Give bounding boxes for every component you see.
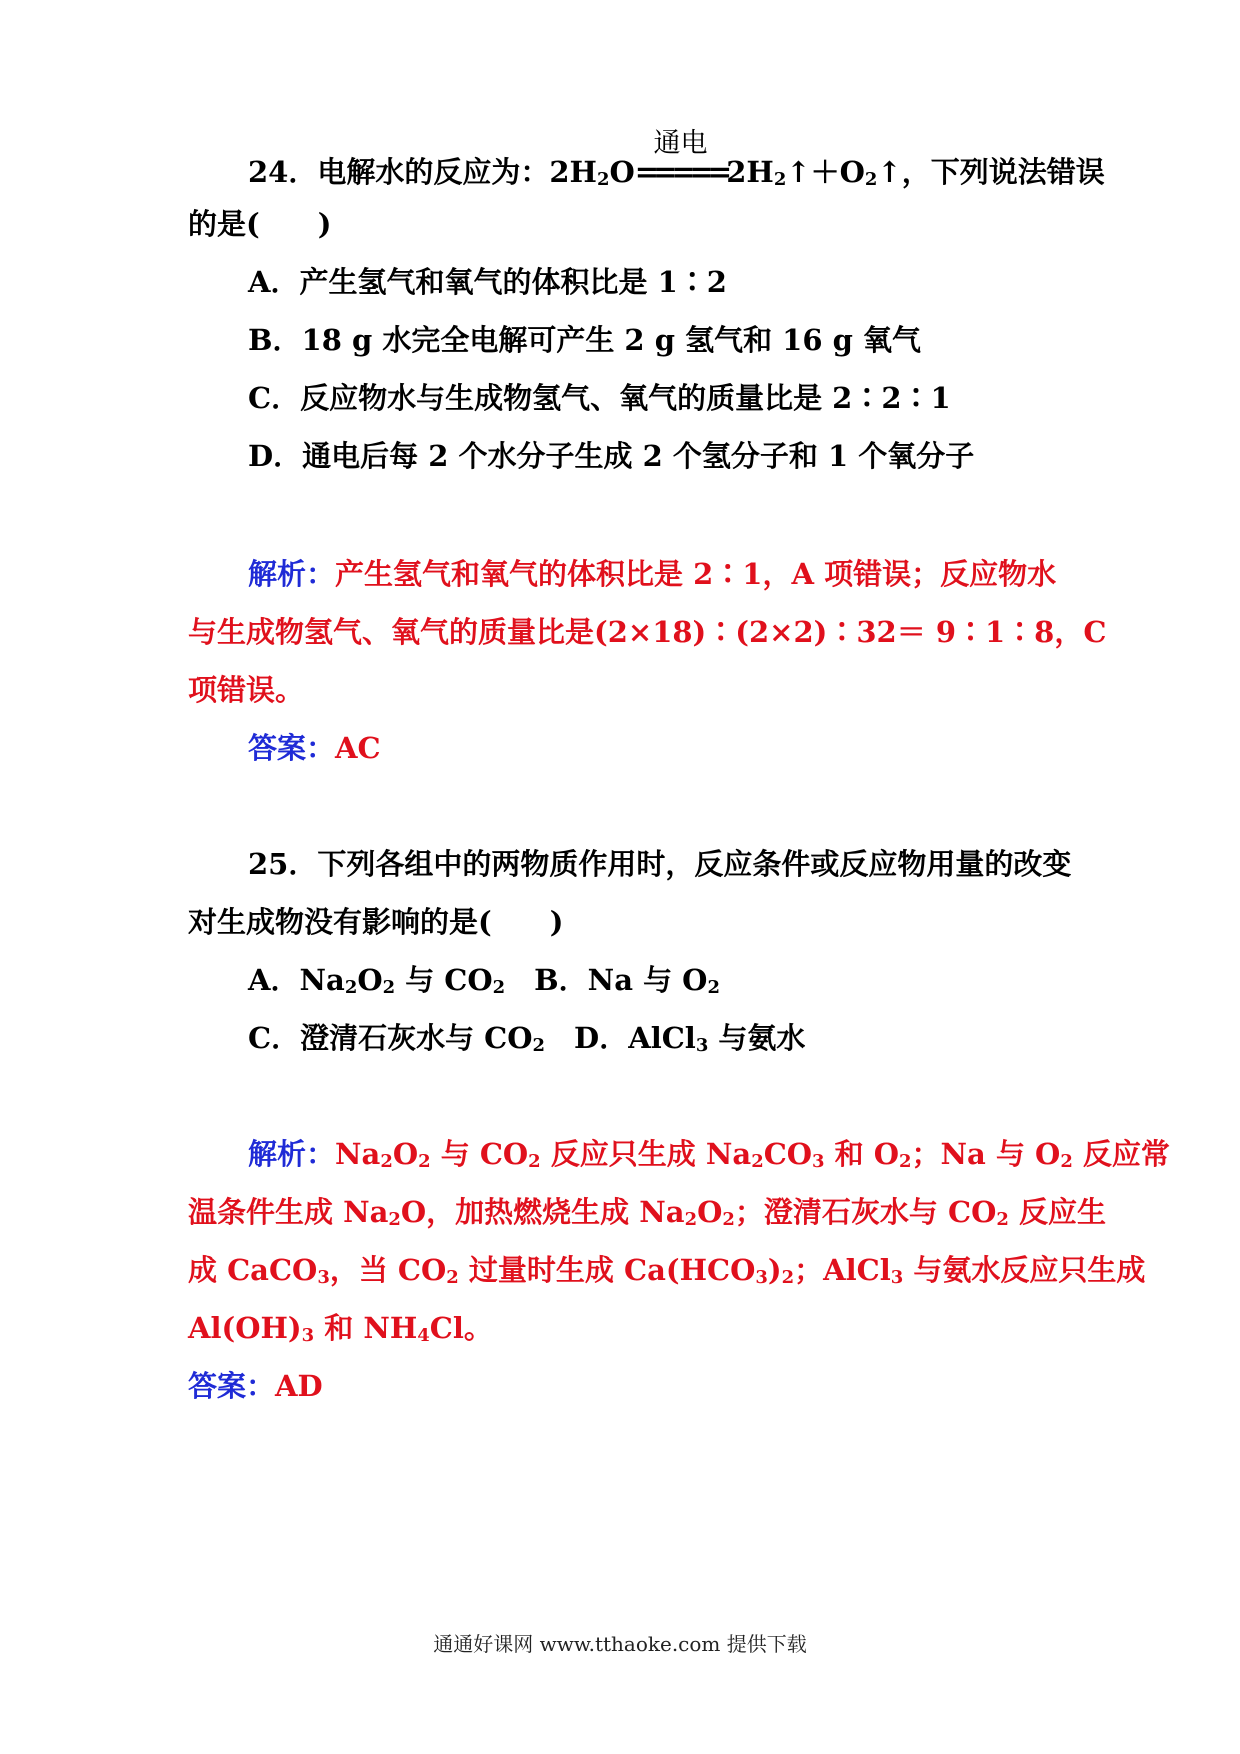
equals-sign: ===== [634,155,727,189]
q24-analysis-line2: 与生成物氢气、氧气的质量比是(2×18)∶(2×2)∶32＝ 9∶1∶8，C [188,615,1107,649]
analysis-label: 解析： [248,1137,336,1171]
q25-analysis-line3: 成 CaCO$_3$，当 $CO_2$ 过量时生成 $Ca(HCO_3)_2$；AlCl$_3$ 与氨水反应只生成 [188,1253,1146,1289]
q25-analysis-line2: 温条件生成 $Na_2O$，加热燃烧生成 $Na_2O_2$；澄清石灰水与 $CO_2$ 反应生 [188,1195,1106,1231]
reaction-condition [634,128,727,192]
analysis-label: 解析： [248,557,336,591]
answer-label: 答案： [188,1369,276,1403]
q25-options-ab: A．$Na_2O_2$ 与 $CO_2$ B．Na 与 $O_2$ [248,963,720,999]
q24-analysis-line1: 解析：产生氢气和氧气的体积比是 2∶1，A 项错误；反应物水 [248,557,1057,591]
q24-stem-line1: 24．电解水的反应为：$2H_2O$ 通电 $=====2H_2↑+O_2↑$，下列说法错误 [248,152,1105,192]
q25-stem-line1: 25．下列各组中的两物质作用时，反应条件或反应物用量的改变 [248,847,1072,881]
q24-option-a: A．产生氢气和氧气的体积比是 1∶2 [248,265,727,299]
q24-option-d: D．通电后每 2 个水分子生成 2 个氢分子和 1 个氧分子 [248,439,975,473]
q24-option-b: B．18 g 水完全电解可产生 2 g 氢气和 16 g 氧气 [248,323,922,357]
q25-options-cd: C．澄清石灰水与 $CO_2$ D．AlCl$_3$ 与氨水 [248,1021,806,1057]
q25-number: 25． [248,847,318,881]
answer-label: 答案： [248,731,336,765]
q24-stem-line2: 的是( ) [188,207,332,241]
answer-value: AD [275,1369,323,1403]
footer-source: 通通好课网 www.tthaoke.com 提供下载 [433,1632,807,1656]
q24-answer [248,728,381,768]
q25-analysis-line4: $Al(OH)_3$ 和 $NH_4Cl$。 [188,1311,493,1347]
condition-label: 通电 [653,128,708,159]
answer-value: AC [335,731,381,765]
q24-number: 24． [248,155,318,189]
q24-analysis-line3: 项错误。 [188,673,305,707]
q24-option-c: C．反应物水与生成物氢气、氧气的质量比是 2∶2∶1 [248,381,951,415]
q25-stem-line2: 对生成物没有影响的是( ) [188,905,564,939]
q25-analysis-line1: 解析：$Na_2O_2$ 与 $CO_2$ 反应只生成 $Na_2CO_3$ 和 $O_2$；Na 与 $O_2$ 反应常 [248,1137,1170,1173]
q25-answer [188,1366,323,1406]
